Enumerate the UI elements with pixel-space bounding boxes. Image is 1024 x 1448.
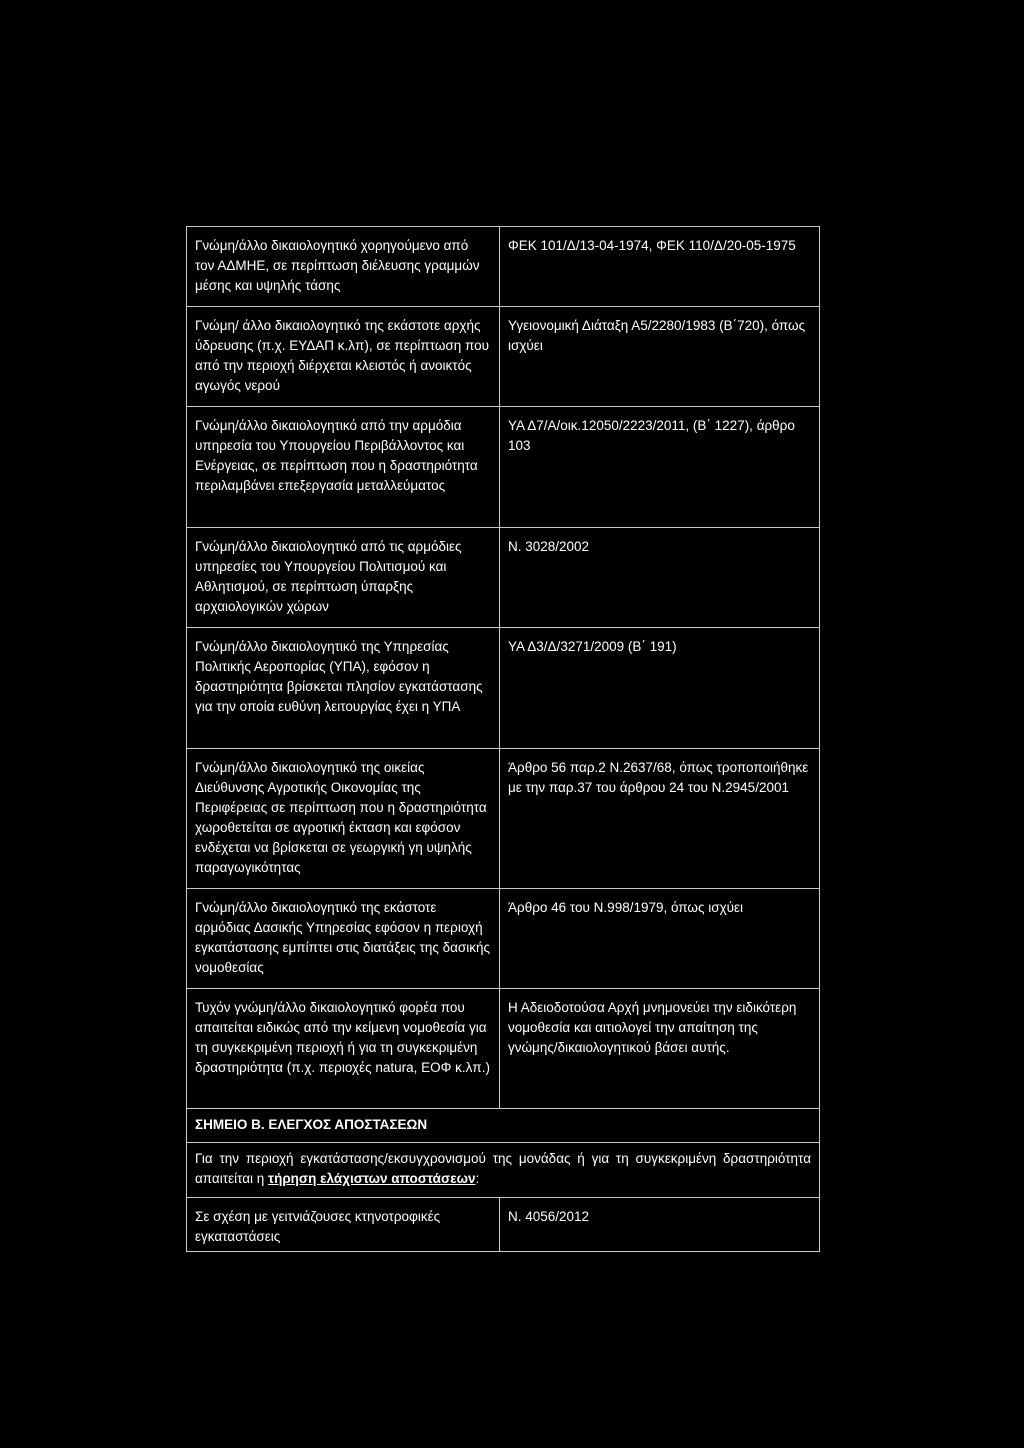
legislation-cell: Ν. 4056/2012 [508,1209,590,1224]
requirement-cell: Γνώμη/άλλο δικαιολογητικό από την αρμόδια υπηρεσία του Υπουργείου Περιβάλλοντος και Ενέργειας, σε περίπτωση που η δραστηριότητα περιλαμβάνει επεξεργασία μεταλλεύματος [187,407,500,527]
table-row [187,889,819,989]
table-row [187,628,819,749]
section-heading-row [187,1109,819,1143]
section-heading: ΣΗΜΕΙΟ Β. ΕΛΕΓΧΟΣ ΑΠΟΣΤΑΣΕΩΝ [195,1117,428,1132]
requirement-cell: Σε σχέση με γειτνιάζουσες κτηνοτροφικές εγκαταστάσεις [187,1198,500,1251]
legislation-cell: Άρθρο 56 παρ.2 Ν.2637/68, όπως τροποποιήθηκε με την παρ.37 του άρθρου 24 του Ν.2945/2001 [508,760,809,795]
intro-text: Για την περιοχή εγκατάστασης/εκσυγχρονισμού της μονάδας ή για τη συγκεκριμένη δραστηριότητα απαιτείται η [195,1151,811,1186]
requirement-cell: Γνώμη/άλλο δικαιολογητικό της εκάστοτε αρμόδιας Δασικής Υπηρεσίας εφόσον η περιοχή εγκατάστασης εμπίπτει στις διατάξεις της δασικής νομοθεσίας [187,889,500,988]
legislation-cell: ΥΑ Δ7/Α/οικ.12050/2223/2011, (Β΄ 1227), άρθρο 103 [508,418,795,453]
legislation-cell: ΦΕΚ 101/Δ/13-04-1974, ΦΕΚ 110/Δ/20-05-1975 [508,238,796,253]
requirement-cell: Γνώμη/άλλο δικαιολογητικό της οικείας Διεύθυνσης Αγροτικής Οικονομίας της Περιφέρειας σε περίπτωση που η δραστηριότητα χωροθετείται σε αγροτική έκταση και εφόσον ενδέχεται να βρίσκεται σε γεωργική γη υψηλής παραγωγικότητας [187,749,500,888]
legislation-cell: Υγειονομική Διάταξη Α5/2280/1983 (Β΄720), όπως ισχύει [508,318,806,353]
intro-suffix: : [475,1171,480,1186]
table-row [187,749,819,889]
requirement-cell: Γνώμη/ άλλο δικαιολογητικό της εκάστοτε αρχής ύδρευσης (π.χ. ΕΥΔΑΠ κ.λπ), σε περίπτωση που από την περιοχή διέρχεται κλειστός ή ανοικτός αγωγός νερού [187,307,500,406]
requirements-table [186,226,820,1252]
section-intro [187,1143,819,1197]
table-row [187,989,819,1109]
table-row [187,1198,819,1251]
table-row [187,407,819,528]
table-row [187,227,819,307]
legislation-cell: Ν. 3028/2002 [508,539,590,554]
requirement-cell: Τυχόν γνώμη/άλλο δικαιολογητικό φορέα που απαιτείται ειδικώς από την κείμενη νομοθεσία για τη συγκεκριμένη περιοχή ή για τη συγκεκριμένη δραστηριότητα (π.χ. περιοχές natura, ΕΟΦ κ.λπ.) [187,989,500,1108]
legislation-cell: ΥΑ Δ3/Δ/3271/2009 (Β΄ 191) [508,639,677,654]
legislation-cell: Η Αδειοδοτούσα Αρχή μνημονεύει την ειδικότερη νομοθεσία και αιτιολογεί την απαίτηση της γνώμης/δικαιολογητικού βάσει αυτής. [508,1000,797,1055]
table-row [187,307,819,407]
requirement-cell: Γνώμη/άλλο δικαιολογητικό χορηγούμενο από τον ΑΔΜΗΕ, σε περίπτωση διέλευσης γραμμών μέσης και υψηλής τάσης [187,227,500,306]
requirement-cell: Γνώμη/άλλο δικαιολογητικό της Υπηρεσίας Πολιτικής Αεροπορίας (ΥΠΑ), εφόσον η δραστηριότητα βρίσκεται πλησίον εγκατάστασης για την οποία ευθύνη λειτουργίας έχει η ΥΠΑ [187,628,500,748]
requirement-cell: Γνώμη/άλλο δικαιολογητικό από τις αρμόδιες υπηρεσίες του Υπουργείου Πολιτισμού και Αθλητισμού, σε περίπτωση ύπαρξης αρχαιολογικών χώρων [187,528,500,627]
table-row [187,528,819,628]
section-intro-row [187,1143,819,1198]
intro-emphasis: τήρηση ελάχιστων αποστάσεων [268,1171,476,1186]
legislation-cell: Άρθρο 46 του Ν.998/1979, όπως ισχύει [508,900,744,915]
